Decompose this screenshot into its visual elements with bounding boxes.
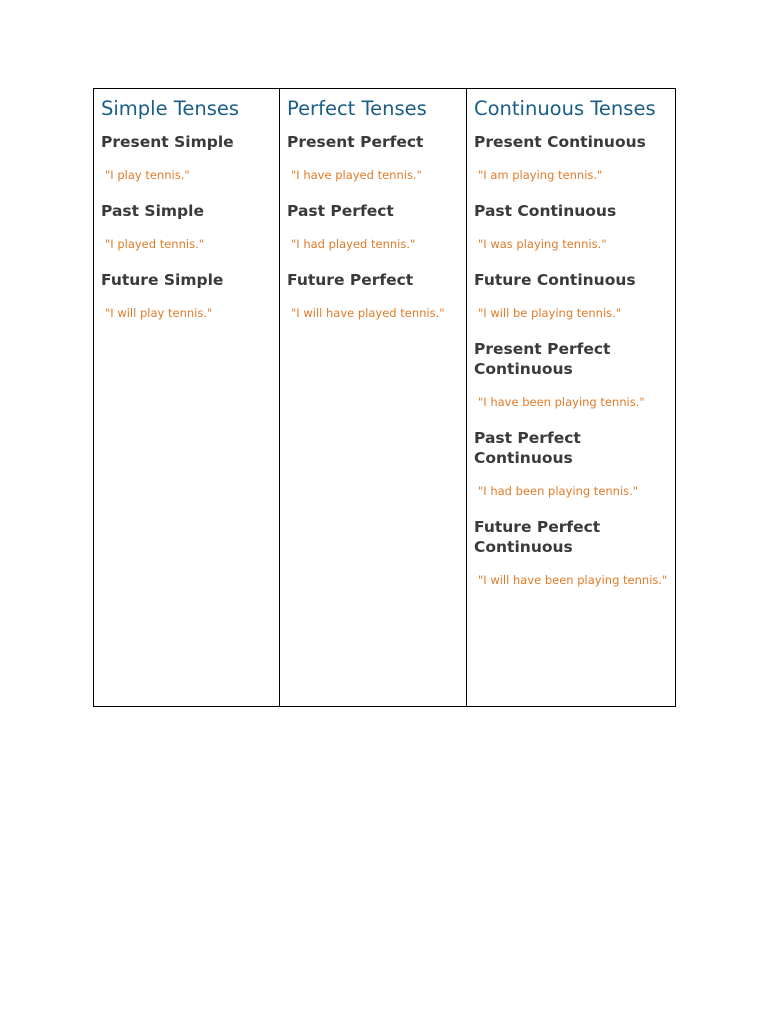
continuous-tenses-column <box>466 89 675 706</box>
tense-name: Future Perfect Continuous <box>474 518 601 556</box>
simple-tenses-column <box>94 89 279 706</box>
tense-name: Future Simple <box>101 271 224 289</box>
tense-name: Future Perfect <box>287 271 414 289</box>
tense-name: Past Simple <box>101 202 204 220</box>
column-title: Perfect Tenses <box>287 97 427 120</box>
tense-example: "I play tennis." <box>105 168 190 182</box>
tense-name: Present Continuous <box>474 133 646 151</box>
tense-name: Present Simple <box>101 133 234 151</box>
tense-example: "I was playing tennis." <box>478 237 607 251</box>
tense-name: Past Perfect <box>287 202 394 220</box>
tense-name: Present Perfect <box>287 133 424 151</box>
tense-name: Past Continuous <box>474 202 617 220</box>
tense-example: "I will play tennis." <box>105 306 213 320</box>
tense-example: "I had been playing tennis." <box>478 484 639 498</box>
tense-example: "I will have been playing tennis." <box>478 573 668 587</box>
column-title: Simple Tenses <box>101 97 240 120</box>
column-title: Continuous Tenses <box>474 97 656 120</box>
tense-name: Future Continuous <box>474 271 636 289</box>
tense-example: "I have played tennis." <box>291 168 422 182</box>
tenses-table <box>93 88 676 707</box>
tense-example: "I will be playing tennis." <box>478 306 622 320</box>
tense-name: Past Perfect Continuous <box>474 429 581 467</box>
tense-example: "I will have played tennis." <box>291 306 445 320</box>
tense-example: "I have been playing tennis." <box>478 395 645 409</box>
perfect-tenses-column <box>279 89 466 706</box>
tense-example: "I played tennis." <box>105 237 205 251</box>
tense-name: Present Perfect Continuous <box>474 340 611 378</box>
tense-example: "I had played tennis." <box>291 237 416 251</box>
tense-example: "I am playing tennis." <box>478 168 603 182</box>
